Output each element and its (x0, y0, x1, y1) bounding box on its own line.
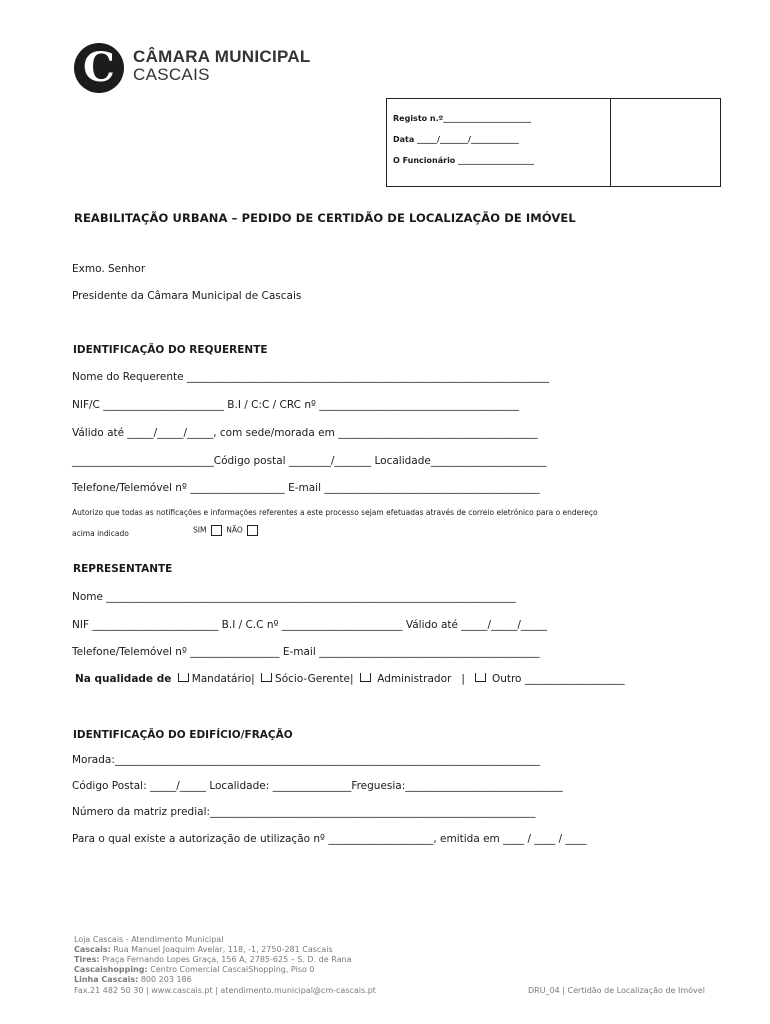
socio-gerente-label: Sócio-Gerente| (275, 673, 354, 685)
acima-text: acima indicado (72, 529, 129, 538)
sim-checkbox[interactable] (211, 525, 222, 536)
requerente-valido-field[interactable]: Válido até _____/_____/_____, com sede/morada em ______________________________________ (72, 427, 538, 439)
edificio-autorizacao-field[interactable]: Para o qual existe a autorização de utilização nº ____________________, emitida em ____ / ____ / ____ (72, 833, 587, 845)
representante-telefone-field[interactable]: Telefone/Telemóvel nº _________________ E-mail __________________________________________ (72, 646, 540, 658)
registo-data: Data _____/_______/____________ (393, 135, 519, 144)
nao-label: NÃO (226, 525, 243, 535)
edificio-heading: IDENTIFICAÇÃO DO EDIFÍCIO/FRAÇÃO (73, 729, 293, 741)
registo-funcionario: O Funcionário ___________________ (393, 156, 535, 165)
page-title: REABILITAÇÃO URBANA – PEDIDO DE CERTIDÃO DE LOCALIZAÇÃO DE IMÓVEL (74, 211, 576, 225)
requerente-telefone-field[interactable]: Telefone/Telemóvel nº __________________ E-mail _________________________________________ (72, 482, 540, 494)
mandatario-checkbox[interactable] (178, 673, 189, 682)
qualidade-row (75, 673, 625, 685)
mandatario-label: Mandatário| (191, 673, 255, 685)
footer-line2: Cascais: Rua Manuel Joaquim Avelar, 118, -1, 2750-281 Cascais (74, 945, 333, 954)
registo-numero: Registo n.º______________________ (393, 114, 532, 123)
outro-field[interactable]: Outro ___________________ (491, 673, 625, 685)
sim-nao-group (193, 525, 260, 536)
sim-label: SIM (193, 525, 207, 535)
edificio-matriz-field[interactable]: Número da matriz predial:______________________________________________________________ (72, 806, 536, 818)
administrador-checkbox[interactable] (360, 673, 371, 682)
qualidade-label: Na qualidade de (75, 673, 172, 685)
representante-heading: REPRESENTANTE (73, 563, 173, 575)
requerente-nome-field[interactable]: Nome do Requerente _____________________________________________________________________ (72, 371, 550, 383)
footer-line5: Linha Cascais: 800 203 186 (74, 975, 192, 984)
footer-line1: Loja Cascais - Atendimento Municipal (74, 935, 224, 944)
separator: | (461, 673, 465, 685)
autorizo-text: Autorizo que todas as notificações e informações referentes a este processo sejam efetuadas através de correio eletrónico para o endereço (72, 508, 598, 517)
administrador-label: Administrador (377, 673, 452, 685)
outro-checkbox[interactable] (475, 673, 486, 682)
salutation-line1: Exmo. Senhor (72, 263, 146, 275)
representante-nome-field[interactable]: Nome ______________________________________________________________________________ (72, 591, 516, 603)
socio-gerente-checkbox[interactable] (261, 673, 272, 682)
salutation-line2: Presidente da Câmara Municipal de Cascais (72, 290, 302, 302)
footer-line6: Fax.21 482 50 30 | www.cascais.pt | atendimento.municipal@cm-cascais.pt (74, 986, 376, 995)
edificio-morada-field[interactable]: Morada:_________________________________________________________________________________ (72, 754, 541, 766)
footer-line3: Tires: Praça Fernando Lopes Graça, 156 A, 2785-625 – S. D. de Rana (74, 955, 352, 964)
requerente-heading: IDENTIFICAÇÃO DO REQUERENTE (73, 344, 268, 356)
requerente-nif-field[interactable]: NIF/C _______________________ B.I / C:C / CRC nº ______________________________________ (72, 399, 519, 411)
edificio-codigo-field[interactable]: Código Postal: _____/_____ Localidade: _______________Freguesia:______________________________ (72, 780, 563, 792)
logo-line1: CÂMARA MUNICIPAL (133, 47, 311, 66)
footer-line4: Cascaishopping: Centro Comercial CascaiShopping, Piso 0 (74, 965, 315, 974)
representante-nif-field[interactable]: NIF ________________________ B.I / C.C nº _______________________ Válido até _____/_____/_____ (72, 619, 548, 631)
logo-icon: C (74, 43, 124, 93)
logo-line2: CASCAIS (133, 65, 210, 84)
footer-docref: DRU_04 | Certidão de Localização de Imóvel (528, 986, 705, 995)
nao-checkbox[interactable] (247, 525, 258, 536)
requerente-postal-field[interactable]: ___________________________Código postal ________/_______ Localidade______________________ (72, 455, 547, 467)
